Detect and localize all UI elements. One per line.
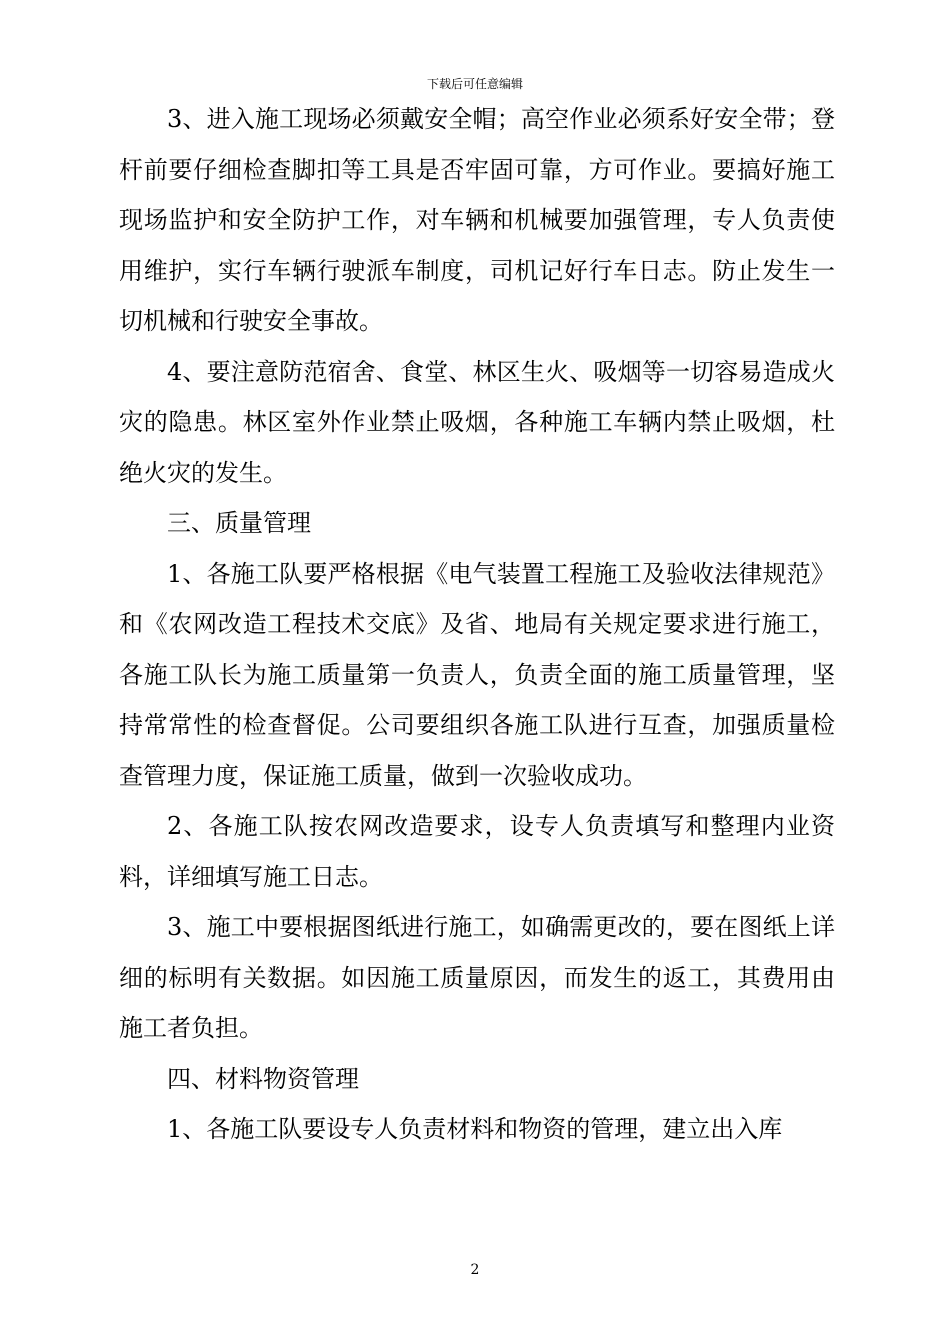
paragraph-materials-1: 1、各施工队要设专人负责材料和物资的管理，建立出入库 (167, 1115, 783, 1143)
section-heading-materials: 四、材料物资管理 (167, 1064, 359, 1093)
document-body (119, 94, 835, 1155)
section-heading-quality: 三、质量管理 (167, 509, 311, 537)
paragraph-quality-2: 2、各施工队按农网改造要求，设专人负责填写和整理内业资料，详细填写施工日志。 (119, 812, 835, 891)
page-number: 2 (470, 1262, 480, 1278)
paragraph-safety-3: 3、进入施工现场必须戴安全帽；高空作业必须系好安全带；登杆前要仔细检查脚扣等工具是否牢固可靠，方可作业。要搞好施工现场监护和安全防护工作，对车辆和机械要加强管理，专人负责使用维护，实行车辆行驶派车制度，司机记好行车日志。防止发生一切机械和行驶安全事故。 (119, 105, 835, 335)
paragraph-quality-1: 1、各施工队要严格根据《电气装置工程施工及验收法律规范》和《农网改造工程技术交底》及省、地局有关规定要求进行施工，各施工队长为施工质量第一负责人，负责全面的施工质量管理，坚持常常性的检查督促。公司要组织各施工队进行互查，加强质量检查管理力度，保证施工质量，做到一次验收成功。 (119, 559, 835, 790)
paragraph-quality-3: 3、施工中要根据图纸进行施工，如确需更改的，要在图纸上详细的标明有关数据。如因施工质量原因，而发生的返工，其费用由施工者负担。 (119, 913, 835, 1042)
page-header-note: 下载后可任意编辑 (426, 77, 523, 91)
paragraph-safety-4: 4、要注意防范宿舍、食堂、林区生火、吸烟等一切容易造成火灾的隐患。林区室外作业禁止吸烟，各种施工车辆内禁止吸烟，杜绝火灾的发生。 (119, 357, 835, 487)
